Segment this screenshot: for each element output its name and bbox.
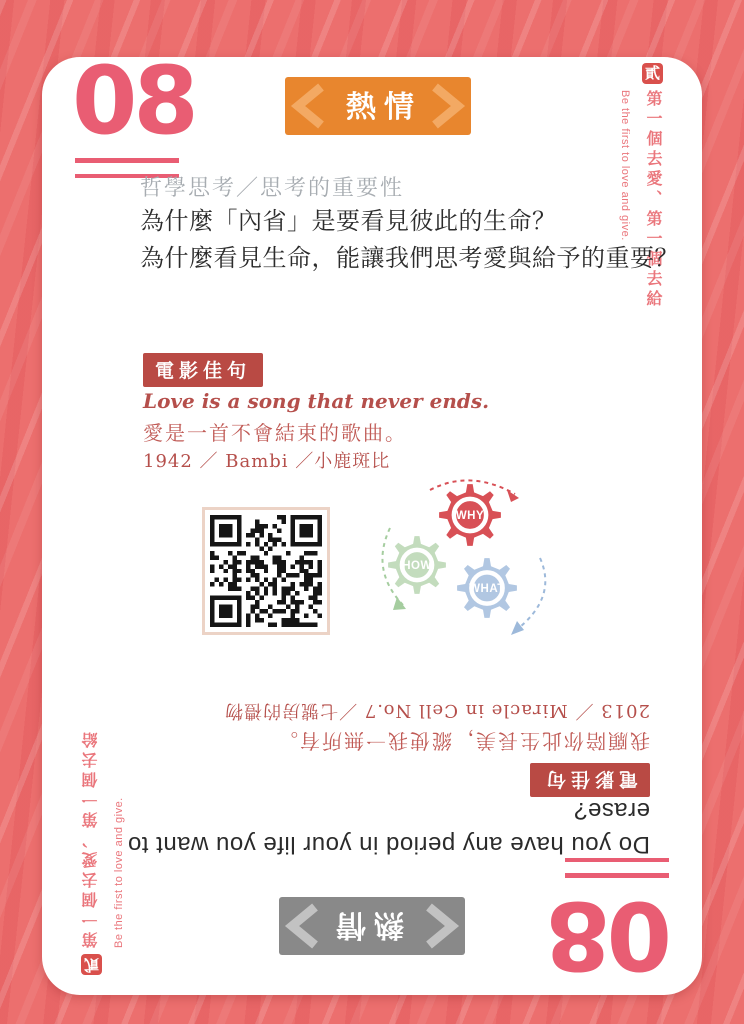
- section-title-zh: 第一個去愛、第一個去給: [83, 728, 100, 948]
- card-number: 08: [549, 880, 672, 989]
- question-line: Do you have any period in your life you want to: [127, 831, 650, 858]
- category-label: 熱情: [328, 908, 404, 941]
- section-tab-back: [76, 675, 125, 975]
- card-back-half-rotated: [42, 525, 702, 995]
- section-title-en: Be the first to love and give.: [619, 90, 631, 241]
- question-line: 為什麼「內省」是要看見彼此的生命？: [140, 208, 557, 235]
- section-number-badge: 貳: [81, 954, 102, 975]
- question-line: erase?: [573, 797, 650, 824]
- question-text-front: [140, 203, 679, 277]
- movie-quote-chinese: 愛是一首不會結束的歌曲。: [143, 421, 407, 445]
- movie-quote-source: 2013 ／ Miracle in Cell No.7 ／七號房的禮物: [224, 700, 650, 721]
- movie-quote-source: 1942 ／ Bambi ／小鹿斑比: [143, 451, 391, 472]
- movie-quote-badge: 電影佳句: [530, 763, 650, 797]
- topic-label: 哲學思考／思考的重要性: [140, 175, 405, 200]
- category-label: 熱情: [346, 91, 422, 124]
- movie-quote-chinese: 我願陪你此生長美，縱使我一無所有。: [276, 729, 650, 753]
- movie-quote-english: Love is a song that never ends.: [143, 389, 490, 413]
- question-card: [42, 47, 702, 995]
- how-gear-label: HOW: [402, 560, 432, 572]
- what-gear-label: WHAT: [469, 583, 505, 595]
- section-title-en: Be the first to love and give.: [113, 797, 125, 948]
- question-line: 為什麼看見生命，能讓我們思考愛與給予的重要？: [140, 245, 679, 272]
- category-banner-back: [279, 897, 465, 955]
- question-text-back: [128, 793, 650, 861]
- category-banner-front: [285, 77, 471, 135]
- why-gear-label: WHY: [455, 510, 485, 522]
- card-number-underline: [565, 858, 669, 878]
- card-number: 08: [72, 47, 195, 156]
- section-number-badge: 貳: [642, 63, 663, 84]
- section-title-zh: 第一個去愛、第一個去給: [644, 90, 661, 310]
- movie-quote-badge: 電影佳句: [143, 353, 263, 387]
